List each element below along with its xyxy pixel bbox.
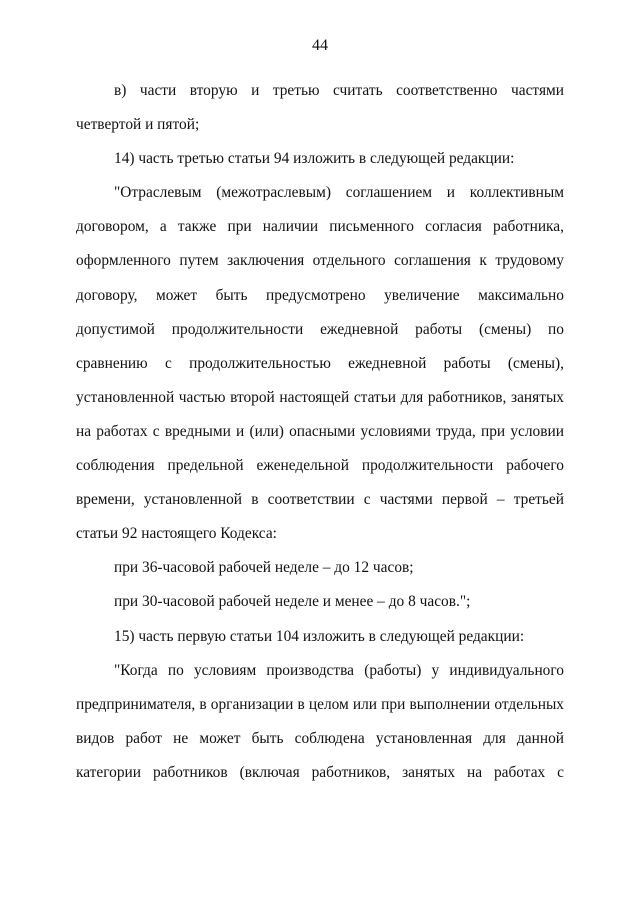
paragraph-item-14: 14) часть третью статьи 94 изложить в следующей редакции: bbox=[114, 150, 515, 168]
paragraph-item-v: в) части вторую и третью считать соответственно частями четвертой и пятой; bbox=[76, 82, 564, 134]
page-number: 44 bbox=[312, 37, 328, 54]
paragraph-article-94-text: "Отраслевым (межотраслевым) соглашением и коллективным договором, а также при наличии письменного согласия работника, оформленного путем заключения отдельного соглашения к трудовому договору, может быть предусмотрено увеличение максимально допустимой продолжительности ежедневной работы (смены) по сравнению с продолжительностью ежедневной работы (смены), установленной частью второй настоящей статьи для работников, занятых на работах с вредными и (или) опасными условиями труда, при условии соблюдения предельной еженедельной продолжительности рабочего времени, установленной в соответствии с частями первой – третьей статьи 92 настоящего Кодекса: bbox=[76, 184, 564, 543]
paragraph-36-hour-week: при 36-часовой рабочей неделе – до 12 часов; bbox=[114, 559, 414, 577]
document-body bbox=[76, 74, 564, 790]
paragraph-item-15: 15) часть первую статьи 104 изложить в следующей редакции: bbox=[114, 627, 525, 645]
paragraph-30-hour-week: при 30-часовой рабочей неделе и менее – до 8 часов."; bbox=[114, 593, 471, 611]
paragraph-article-104-text: "Когда по условиям производства (работы) у индивидуального предпринимателя, в организации в целом или при выполнении отдельных видов работ не может быть соблюдена установленная для данной категории работников (включая работников, занятых на работах с bbox=[76, 661, 564, 781]
